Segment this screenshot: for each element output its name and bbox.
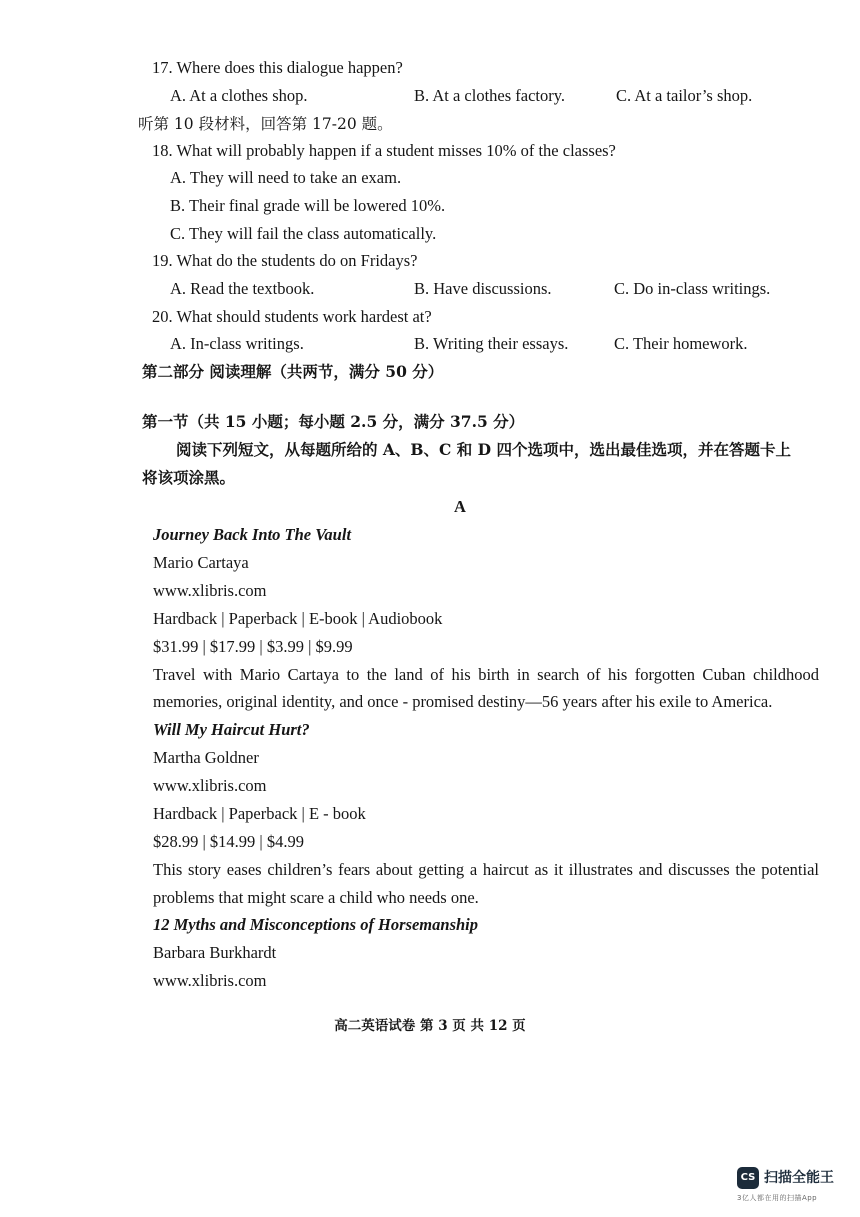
book-1-title: Journey Back Into The Vault <box>153 525 352 544</box>
camscanner-logo-icon: CS <box>737 1167 759 1189</box>
reading-directions-line-1: 阅读下列短文，从每题所给的 A、B、C 和 D 四个选项中，选出最佳选项，并在答题卡上 <box>176 440 791 459</box>
question-17-stem: 17. Where does this dialogue happen? <box>152 58 403 77</box>
book-2-prices: $28.99 | $14.99 | $4.99 <box>153 832 304 851</box>
book-2-description-line-1: This story eases children’s fears about getting a haircut as it illustrates and discusses the potential <box>153 860 819 879</box>
book-2-author: Martha Goldner <box>153 748 259 767</box>
book-3-website: www.xlibris.com <box>153 971 267 990</box>
reading-directions-line-2: 将该项涂黑。 <box>142 468 236 487</box>
question-18-option-b: B. Their final grade will be lowered 10%. <box>170 196 446 215</box>
question-20-option-a: A. In-class writings. <box>170 334 304 353</box>
scanner-watermark <box>737 1165 842 1205</box>
question-17-option-c: C. At a tailor’s shop. <box>616 86 753 105</box>
question-18-stem: 18. What will probably happen if a student misses 10% of the classes? <box>152 141 616 160</box>
book-1-formats: Hardback | Paperback | E-book | Audiobook <box>153 609 443 628</box>
book-1-description-line-1: Travel with Mario Cartaya to the land of his birth in search of his forgotten Cuban childhood <box>153 665 819 684</box>
watermark-tagline: 3亿人都在用的扫描App <box>737 1194 818 1202</box>
book-3-title: 12 Myths and Misconceptions of Horsemanship <box>153 915 479 934</box>
question-19-stem: 19. What do the students do on Fridays? <box>152 251 418 270</box>
watermark-brand: 扫描全能王 <box>764 1170 834 1186</box>
question-20-stem: 20. What should students work hardest at? <box>152 307 432 326</box>
question-17-option-a: A. At a clothes shop. <box>170 86 308 105</box>
question-20-option-c: C. Their homework. <box>614 334 748 353</box>
question-18-option-c: C. They will fail the class automatically. <box>170 224 437 243</box>
page-footer: 高二英语试卷 第 3 页 共 12 页 <box>334 1018 526 1034</box>
book-1-author: Mario Cartaya <box>153 553 249 572</box>
book-2-description-line-2: problems that might scare a child who needs one. <box>153 888 479 907</box>
passage-letter: A <box>454 497 466 516</box>
question-19-option-b: B. Have discussions. <box>414 279 552 298</box>
book-1-description-line-2: memories, original identity, and once - promised destiny—56 years after his exile to America. <box>153 692 773 711</box>
book-1-website: www.xlibris.com <box>153 581 267 600</box>
question-18-option-a: A. They will need to take an exam. <box>170 168 402 187</box>
book-1-prices: $31.99 | $17.99 | $3.99 | $9.99 <box>153 637 353 656</box>
listening-instruction: 听第 10 段材料，回答第 17-20 题。 <box>138 115 393 133</box>
book-2-formats: Hardback | Paperback | E - book <box>153 804 366 823</box>
question-19-option-a: A. Read the textbook. <box>170 279 315 298</box>
book-2-website: www.xlibris.com <box>153 776 267 795</box>
book-3-author: Barbara Burkhardt <box>153 943 277 962</box>
question-20-option-b: B. Writing their essays. <box>414 334 569 353</box>
question-19-option-c: C. Do in-class writings. <box>614 279 771 298</box>
part-2-heading: 第二部分 阅读理解（共两节，满分 50 分） <box>142 362 444 381</box>
book-2-title: Will My Haircut Hurt? <box>153 720 310 739</box>
question-17-option-b: B. At a clothes factory. <box>414 86 566 105</box>
section-1-heading: 第一节（共 15 小题；每小题 2.5 分，满分 37.5 分） <box>142 412 525 431</box>
